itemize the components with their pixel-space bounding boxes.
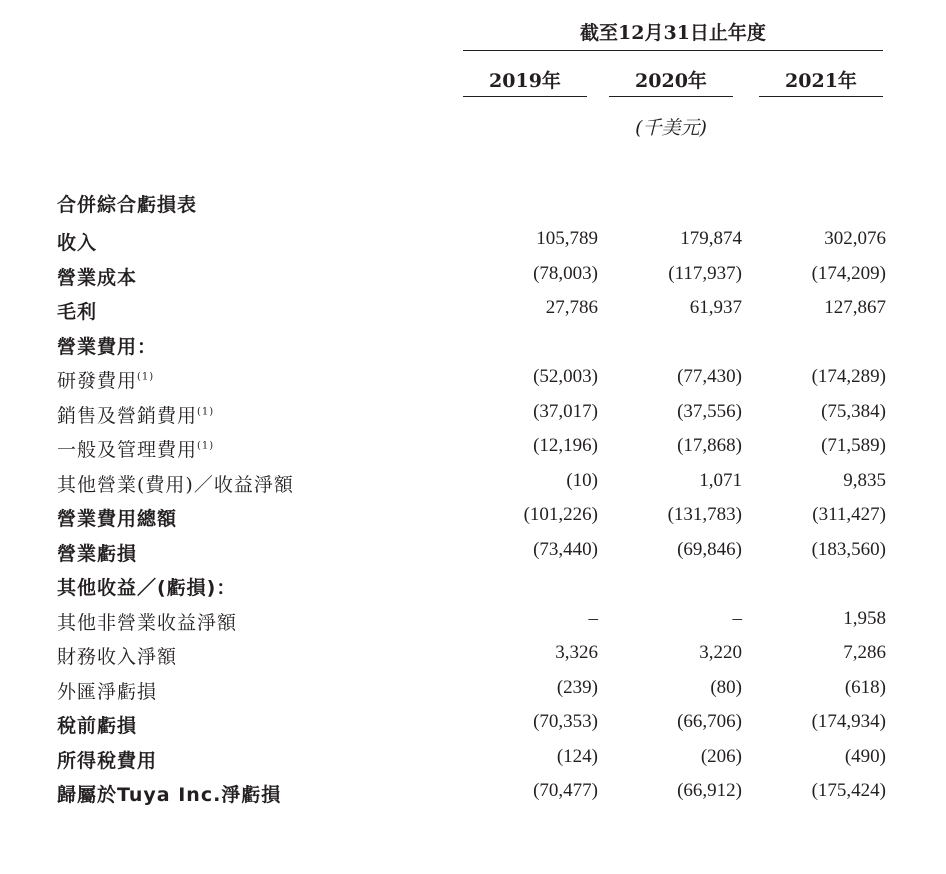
footnote-marker: (1) [197, 440, 215, 452]
value-cell: (17,868) [677, 435, 742, 456]
table-row [0, 332, 946, 366]
year-rule [759, 96, 883, 97]
row-label: 一般及管理費用$^{(1)}$ [57, 439, 215, 461]
table-row [0, 504, 946, 538]
section-title [0, 190, 946, 224]
value-cell: (490) [844, 745, 886, 767]
value-cell: 302,076 [824, 228, 886, 249]
year-rule [463, 96, 587, 97]
row-label: 研發費用$^{(1)}$ [57, 370, 155, 392]
value-cell: (618) [844, 676, 886, 698]
value-cell: (69,846) [677, 538, 742, 560]
row-label: 銷售及營銷費用$^{(1)}$ [57, 404, 215, 427]
row-label: 其他非營業收益淨額 [57, 611, 238, 634]
table-row [0, 608, 946, 642]
value-cell: (311,427) [812, 504, 886, 525]
year-2020-header: 2020年 [635, 70, 707, 92]
value-cell: – [588, 607, 598, 629]
table-row [0, 539, 946, 573]
value-cell: (75,384) [821, 400, 886, 422]
value-cell: 3,220 [699, 642, 742, 663]
footnote-marker: (1) [197, 406, 215, 418]
value-cell: (124) [556, 745, 598, 767]
value-cell: 27,786 [545, 297, 598, 318]
row-label: 營業費用： [57, 335, 158, 358]
year-rule [609, 96, 733, 97]
value-cell: (78,003) [533, 262, 598, 284]
table-row [0, 642, 946, 676]
table-row [0, 228, 946, 262]
header-rule [463, 50, 883, 51]
table-row [0, 263, 946, 297]
value-cell: (174,934) [811, 711, 886, 732]
table-row [0, 746, 946, 780]
table-row [0, 573, 946, 607]
row-label: 營業成本 [57, 266, 138, 289]
year-2019-header: 2019年 [489, 70, 561, 92]
table-row [0, 470, 946, 504]
table-row [0, 401, 946, 435]
value-cell: 1,071 [699, 469, 742, 491]
value-cell: – [732, 607, 742, 629]
row-label: 其他營業(費用)／收益淨額 [57, 473, 294, 496]
row-label: 營業虧損 [57, 542, 138, 565]
value-cell: 7,286 [843, 642, 886, 663]
value-cell: (73,440) [533, 538, 598, 560]
value-cell: (101,226) [523, 504, 598, 525]
value-cell: 9,835 [843, 469, 886, 491]
table-row [0, 297, 946, 331]
value-cell: (206) [700, 745, 742, 767]
row-label: 財務收入淨額 [57, 646, 178, 668]
year-2021-header: 2021年 [785, 70, 857, 92]
row-label: 收入 [57, 232, 98, 254]
value-cell: (66,912) [677, 780, 742, 801]
unit-note: (千美元) [635, 117, 707, 139]
value-cell: (183,560) [811, 538, 886, 560]
table-row [0, 780, 946, 814]
section-title-label: 合併綜合虧損表 [57, 194, 198, 216]
table-row [0, 366, 946, 400]
value-cell: 105,789 [536, 228, 598, 249]
table-row [0, 677, 946, 711]
value-cell: 61,937 [689, 297, 742, 318]
value-cell: (66,706) [677, 711, 742, 732]
row-label: 外匯淨虧損 [57, 680, 158, 703]
footnote-marker: (1) [137, 371, 155, 383]
value-cell: (80) [710, 676, 742, 698]
value-cell: (12,196) [533, 435, 598, 456]
row-label: 所得稅費用 [57, 749, 158, 772]
value-cell: 179,874 [680, 228, 742, 249]
value-cell: (37,556) [677, 400, 742, 422]
value-cell: (174,209) [811, 262, 886, 284]
value-cell: (71,589) [821, 435, 886, 456]
table-row [0, 435, 946, 469]
value-cell: (117,937) [668, 262, 742, 284]
value-cell: (70,353) [533, 711, 598, 732]
value-cell: (131,783) [667, 504, 742, 525]
value-cell: (77,430) [677, 366, 742, 387]
row-label: 其他收益／(虧損)： [57, 577, 237, 599]
value-cell: (239) [556, 676, 598, 698]
value-cell: (70,477) [533, 780, 598, 801]
value-cell: (175,424) [811, 780, 886, 801]
row-label: 稅前虧損 [57, 715, 138, 737]
value-cell: 1,958 [843, 607, 886, 629]
value-cell: 127,867 [824, 297, 886, 318]
column-group-header: 截至12月31日止年度 [580, 22, 766, 44]
value-cell: 3,326 [555, 642, 598, 663]
value-cell: (52,003) [533, 366, 598, 387]
row-label: 歸屬於Tuya Inc.淨虧損 [57, 784, 282, 806]
value-cell: (37,017) [533, 400, 598, 422]
value-cell: (174,289) [811, 366, 886, 387]
table-row [0, 711, 946, 745]
row-label: 營業費用總額 [57, 508, 178, 530]
value-cell: (10) [566, 469, 598, 491]
row-label: 毛利 [57, 301, 98, 323]
